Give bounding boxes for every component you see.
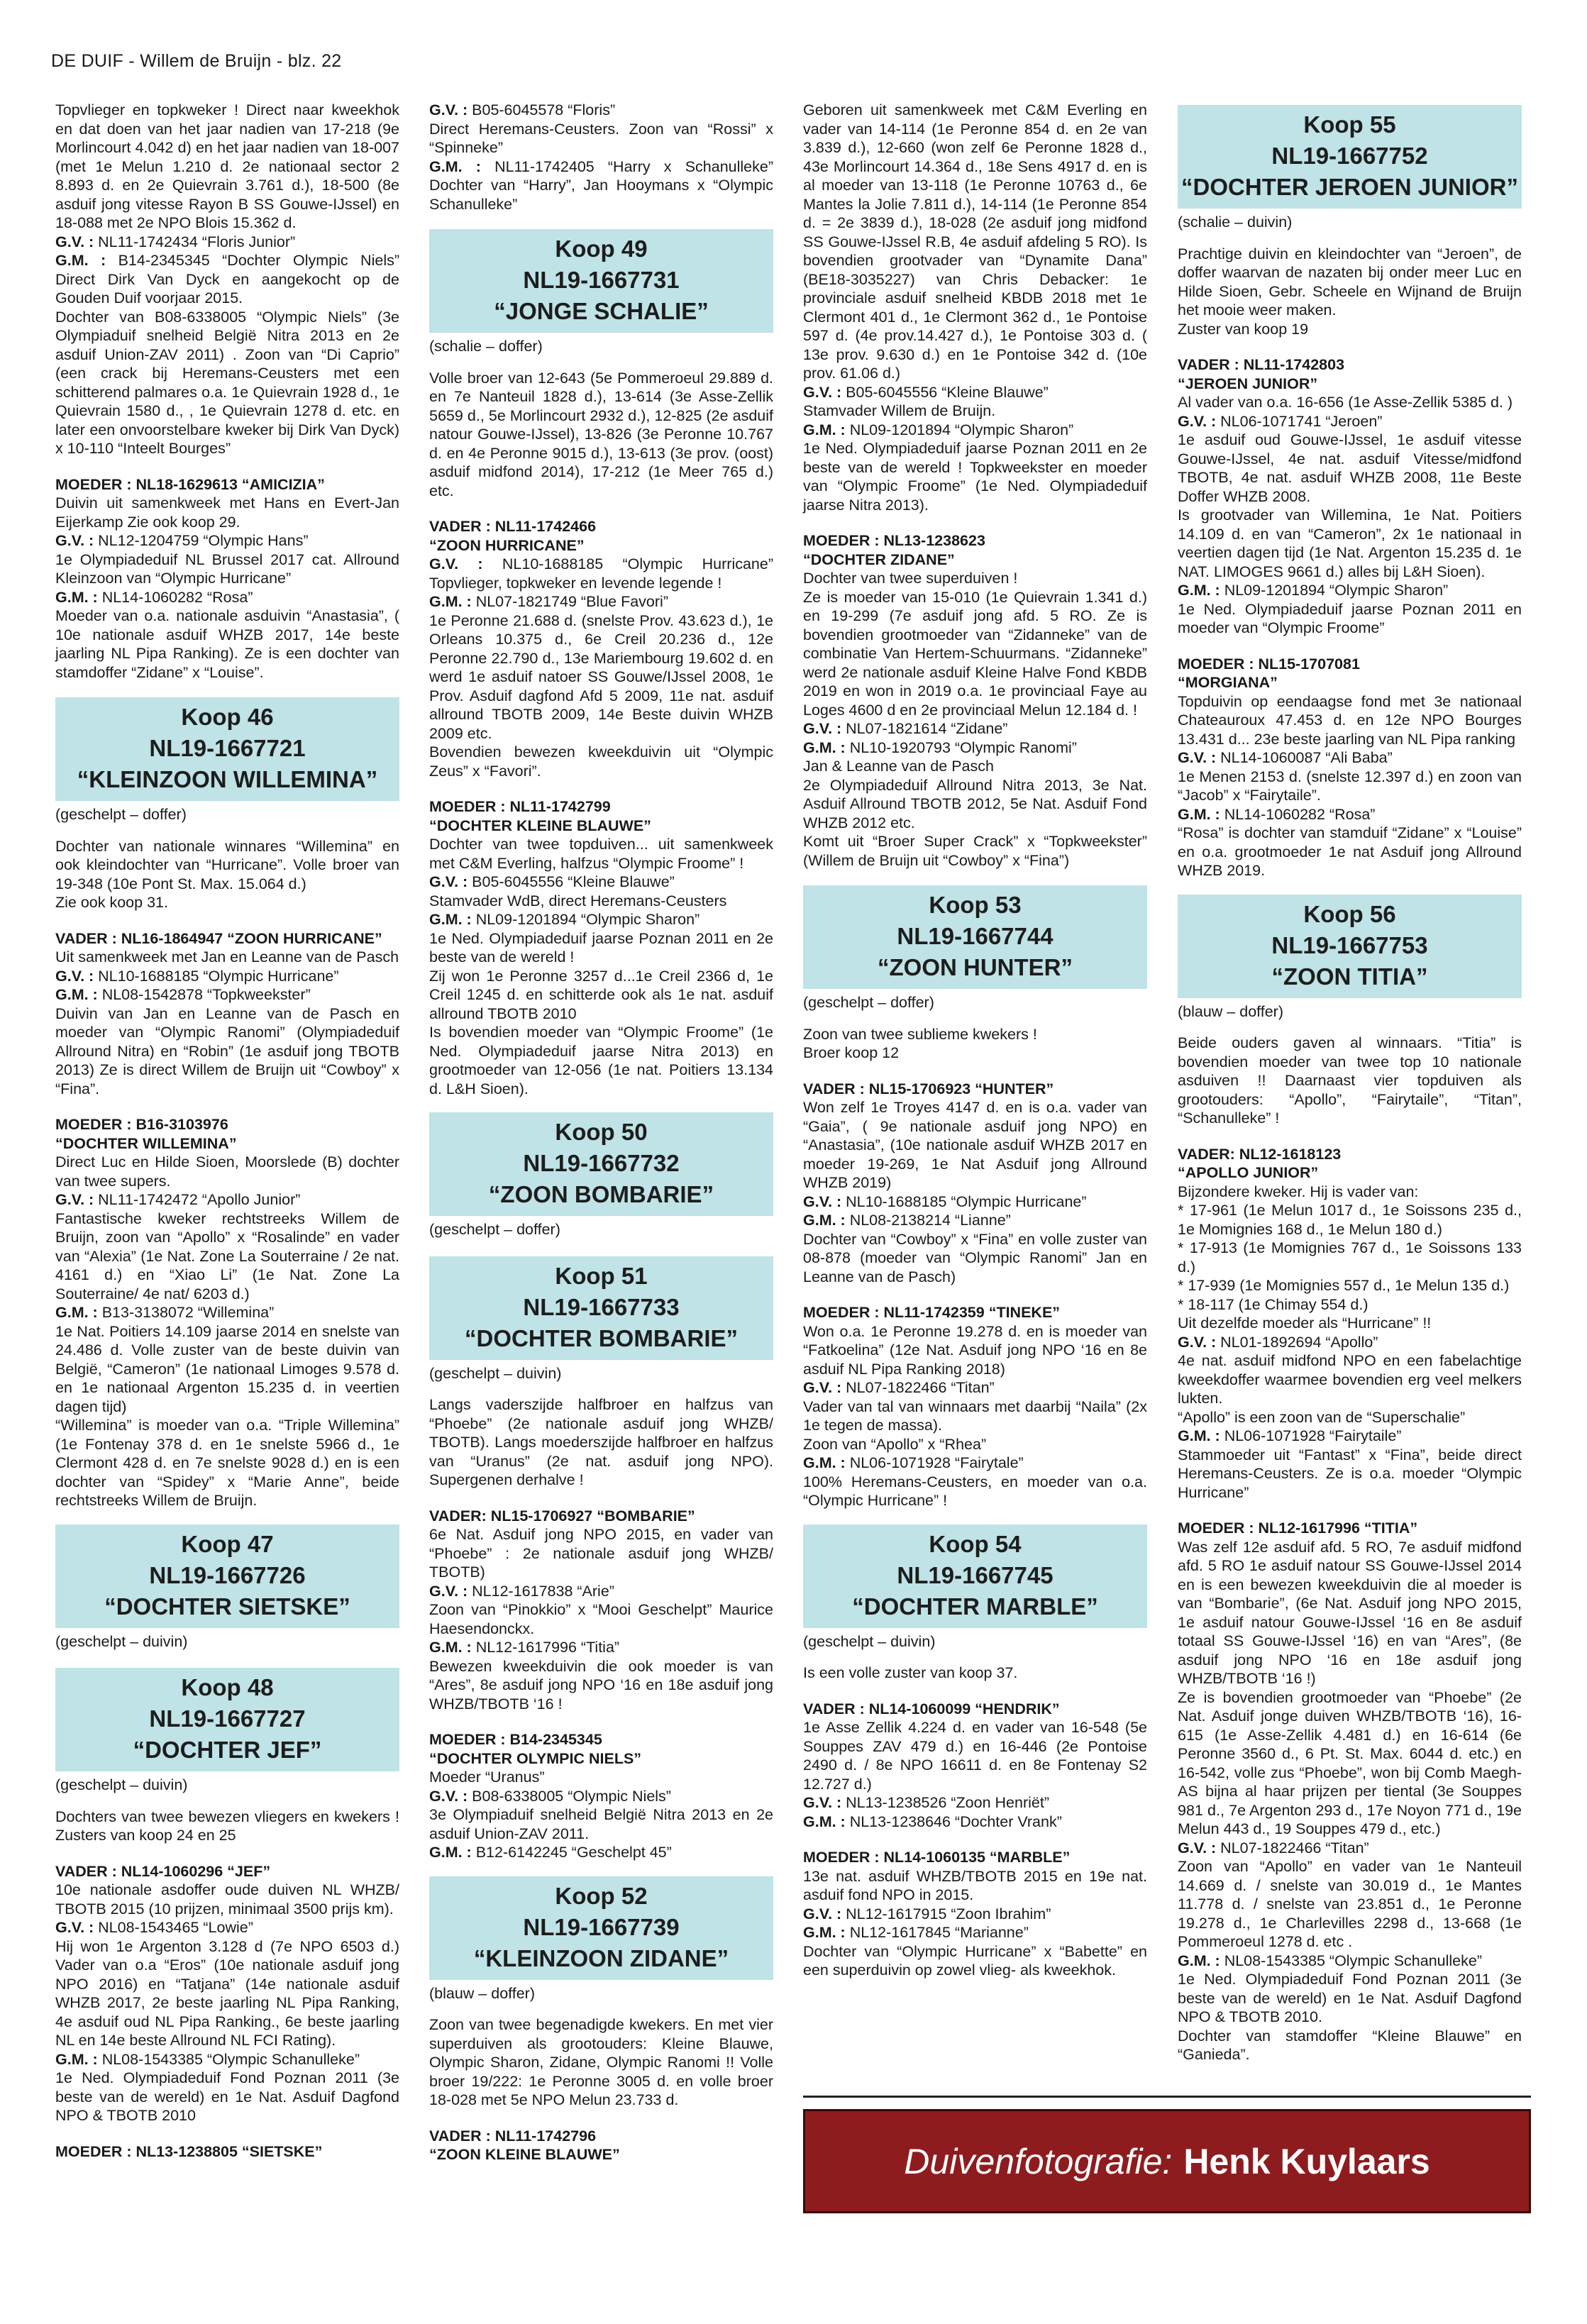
pedigree-label: MOEDER : NL18-1629613 “AMICIZIA” [55, 475, 325, 493]
text-paragraph: 1e Nat. Poitiers 14.109 jaarse 2014 en snelste van 24.486 d. Volle zuster van de beste duivin van België, “Cameron” (1e nationaal Limoges 9.578 d. en 1e nationaal Argenton 15.235 d. in veertien dagen tijd) [55, 1322, 399, 1415]
koop-color-sex: (blauw – doffer) [429, 1984, 535, 2002]
column-4 [1178, 101, 1522, 2074]
koop-num: Koop 46 [181, 704, 274, 730]
text-paragraph: Bovendien bewezen kweekduivin uit “Olympic Zeus” x “Favori”. [429, 743, 773, 780]
koop-color-sex: (geschelpt – duivin) [55, 1776, 188, 1793]
pedigree-label: VADER: NL12-1618123 [1178, 1145, 1342, 1163]
text-paragraph: G.M. : NL12-1617996 “Titia” [429, 1639, 620, 1656]
text-paragraph: G.M. : NL06-1071928 “Fairytale” [803, 1454, 1024, 1471]
text-paragraph: Zie ook koop 31. [55, 894, 168, 911]
koop-ring: NL19-1667732 [523, 1150, 680, 1176]
pedigree-label: VADER : NL16-1864947 “ZOON HURRICANE” [55, 929, 382, 947]
text-paragraph: Topduivin op eendaagse fond met 3e nationaal Chateauroux 47.453 d. en 12e NPO Bourges 13.431 d... 23e beste jaarling van NL Pipa ranking [1178, 692, 1522, 748]
text-paragraph: Vader van tal van winnaars met daarbij “Naila” (2x 1e tegen de massa). [803, 1398, 1147, 1434]
text-paragraph: Won zelf 1e Troyes 4147 d. en is o.a. vader van “Gaia”, ( 9e nationale asduif jong NPO) en “Anastasia”, (10e nationale asduif WHZB 2017 en moeder 19-269, 1e Nat Asduif jong Allround WHZB 2019) [803, 1099, 1147, 1191]
text-paragraph [803, 1700, 1147, 1719]
koop-name: “DOCHTER SIETSKE” [104, 1593, 350, 1620]
text-paragraph: Zoon van “Apollo” x “Rhea” [803, 1435, 987, 1453]
koop-name: “JONGE SCHALIE” [494, 298, 709, 324]
text-paragraph: “JEROEN JUNIOR” [1178, 375, 1318, 392]
text-paragraph: 1e Ned. Olympiadeduif jaarse Poznan 2011 en 2e beste van de wereld ! [429, 929, 773, 965]
text-paragraph [803, 1303, 1147, 1322]
text-paragraph [429, 1507, 773, 1526]
text-paragraph: Uit dezelfde moeder als “Hurricane” !! [1178, 1315, 1432, 1332]
text-paragraph: Is grootvader van Willemina, 1e Nat. Poitiers 14.109 d. en van “Cameron”, 2x 1e nationaal in veertien dagen tijd (1e Nat. Argenton 15.235 d. 1e NAT. LIMOGES 9661 d.) alles bij L&H Sioen). [1178, 507, 1522, 580]
text-paragraph [55, 929, 399, 948]
koop-num: Koop 47 [181, 1530, 274, 1557]
text-paragraph [429, 517, 773, 536]
text-paragraph: Duivin uit samenkweek met Hans en Evert-Jan Eijerkamp Zie ook koop 29. [55, 494, 399, 531]
text-paragraph: Bijzondere kweker. Hij is vader van: [1178, 1183, 1419, 1200]
text-paragraph [803, 1080, 1147, 1099]
text-paragraph: Direct Luc en Hilde Sioen, Moorslede (B) dochter van twee supers. [55, 1153, 399, 1190]
pedigree-label: G.M. : [55, 986, 98, 1003]
text-paragraph: G.M. : NL08-1542878 “Topkweekster” [55, 986, 311, 1003]
text-paragraph: Ze is moeder van 15-010 (1e Quievrain 1.341 d.) en 19-299 (7e asduif jong afd. 5 RO. Ze is bovendien grootmoeder van “Zidanneke” van de combinatie Van Hertem-Schuurmans. “Zidanneke” werd 2e nationale asduif Kleine Halve Fond KBDB 2019 en won in 2019 o.a. 1e provinciaal Faye au Loges 4600 d en 2e provinciaal Melun 12.184 d. ! [803, 588, 1147, 719]
koop-num: Koop 56 [1303, 900, 1396, 927]
text-paragraph: G.V. : NL10-1688185 “Olympic Hurricane” Topvlieger, topkweker en levende legende ! [429, 555, 774, 592]
pedigree-label: G.V. : [803, 1193, 842, 1210]
text-paragraph: Moeder “Uranus” [429, 1769, 545, 1786]
text-paragraph: G.M. : NL08-1543385 “Olympic Schanulleke” [1178, 1952, 1482, 1969]
pedigree-label: G.M. : [429, 911, 472, 928]
text-paragraph: G.V. : NL12-1617838 “Arie” [429, 1582, 614, 1600]
text-paragraph: 3e Olympiaduif snelheid België Nitra 2013 en 2e asduif Union-ZAV 2011. [429, 1806, 773, 1842]
koop51-body [429, 1395, 773, 1862]
text-paragraph: Moeder van o.a. nationale asduivin “Anastasia”, ( 10e nationale asduif WHZB 2017, 14e beste jaarling NL Pipa Ranking). Ze is een dochter van stamdoffer “Zidane” x “Louise”. [55, 607, 399, 681]
text-paragraph: “MORGIANA” [1178, 674, 1278, 691]
text-paragraph: 1e Olympiadeduif NL Brussel 2017 cat. Allround Kleinzoon van “Olympic Hurricane” [55, 550, 399, 587]
koop54-header [803, 1525, 1147, 1628]
koop51-header [429, 1256, 773, 1360]
text-paragraph [429, 2127, 773, 2146]
text-paragraph: 1e Peronne 21.688 d. (snelste Prov. 43.623 d.), 1e Orleans 10.375 d., 6e Creil 20.236 d., 12e Peronne 22.790 d., 13e Mariembourg 19.602 d. en werd 1e asduif natoer SS Gouwe/IJssel 2008, 1e Prov. Asduif dagfond Afd 5 2009, 11e nat. asduif allround TBOTB 2009, 14e Beste duivin WHZB 2009 etc. [429, 612, 773, 742]
koop-name: “DOCHTER BOMBARIE” [465, 1324, 738, 1351]
koop-ring: NL19-1667726 [149, 1561, 306, 1588]
koop-color-sex: (geschelpt – duivin) [803, 1632, 936, 1650]
koop-ring: NL19-1667752 [1271, 143, 1428, 169]
text-paragraph: G.M. : B13-3138072 “Willemina” [55, 1304, 275, 1321]
pedigree-label: G.M. : [803, 1813, 846, 1830]
koop-ring: NL19-1667739 [523, 1913, 680, 1940]
text-paragraph: * 17-939 (1e Momignies 557 d., 1e Melun 135 d.) [1178, 1277, 1510, 1294]
text-paragraph: Dochters van twee bewezen vliegers en kwekers ! Zusters van koop 24 en 25 [55, 1808, 399, 1844]
text-paragraph: Was zelf 12e asduif afd. 5 RO, 7e asduif midfond afd. 5 RO 1e asduif natour SS Gouwe-IJssel 2014 en is een bewezen kweekduivin die al moeder is van “Bombarie”, (6e Nat. Asduif jong NPO 2015, 1e asduif natour Gouwe-IJssel ‘16 en 8e asduif totaal SS Gouwe-IJssel ‘16) en van “Ares”, (8e asduif jong NPO ‘16 en 18e asduif jong WHZB/TBOTB ‘16 !) [1178, 1538, 1522, 1687]
koop48-body [55, 1808, 399, 2162]
koop-color-sex: (blauw – doffer) [1178, 1002, 1283, 1020]
text-paragraph: Fantastische kweker rechtstreeks Willem de Bruijn, zoon van “Apollo” x “Rosalinde” en vader van “Alexia” (1e Nat. Zone La Souterraine / 2e nat. 4161 d.) en “Xiao Li” (1e Nat. Zone La Souterraine/ 4e nat/ 6203 d.) [55, 1210, 399, 1302]
pedigree-label: MOEDER : NL11-1742359 “TINEKE” [803, 1304, 1061, 1321]
koop-ring: NL19-1667753 [1271, 931, 1428, 958]
text-paragraph: Direct Heremans-Ceusters. Zoon van “Rossi” x “Spinneke” [429, 120, 773, 156]
text-paragraph: G.M. : NL08-1543385 “Olympic Schanulleke” [55, 2050, 360, 2068]
text-paragraph: “APOLLO JUNIOR” [1178, 1164, 1319, 1181]
text-paragraph: Stamvader WdB, direct Heremans-Ceusters [429, 892, 727, 909]
text-paragraph: Al vader van o.a. 16-656 (1e Asse-Zellik 5385 d. ) [1178, 394, 1513, 411]
text-paragraph: “DOCHTER ZIDANE” [803, 550, 955, 568]
text-paragraph: G.V. : NL12-1617915 “Zoon Ibrahim” [803, 1905, 1051, 1922]
text-paragraph [803, 531, 1147, 550]
koop52-header [429, 1876, 773, 1980]
pedigree-label: MOEDER : NL13-1238623 [803, 532, 985, 549]
text-paragraph [55, 475, 399, 494]
text-paragraph [1178, 1519, 1522, 1538]
pedigree-label: G.M. : [55, 252, 106, 269]
koop-name: “KLEINZOON WILLEMINA” [77, 766, 378, 792]
text-paragraph: 2e Olympiadeduif Allround Nitra 2013, 3e Nat. Asduif Allround TBOTB 2012, 5e Nat. Asduif Fond WHZB 2012 etc. [803, 776, 1147, 831]
text-paragraph: Langs vaderszijde halfbroer en halfzus van “Phoebe” (2e nationale asduif jong WHZB/ TBOTB). Langs moederszijde halfbroer en halfzus van “Uranus” (2e nat. asduif jong NPO). Supergenen derhalve ! [429, 1396, 773, 1488]
text-paragraph: 13e nat. asduif WHZB/TBOTB 2015 en 19e nat. asduif fond NPO in 2015. [803, 1867, 1147, 1903]
pedigree-label: G.M. : [1178, 1952, 1220, 1969]
pedigree-label: G.M. : [803, 1454, 846, 1471]
koop-name: “KLEINZOON ZIDANE” [473, 1944, 729, 1971]
pedigree-label: G.V. : [55, 1191, 94, 1208]
pedigree-label: G.V. : [429, 1582, 468, 1600]
text-paragraph [1178, 355, 1522, 375]
text-paragraph: Is een volle zuster van koop 37. [803, 1664, 1018, 1681]
pedigree-label: G.V. : [1178, 1333, 1217, 1351]
text-paragraph: G.M. : NL09-1201894 “Olympic Sharon” [803, 421, 1074, 438]
koop56-body [1178, 1034, 1522, 2064]
pedigree-label: G.M. : [429, 593, 472, 610]
text-paragraph: 1e Asse Zellik 4.224 d. en vader van 16-548 (5e Souppes ZAV 479 d.) en 16-446 (2e Pontoise 2490 d. / 8e NPO 16611 d. en 8e Fontenay S2 12.727 d.) [803, 1719, 1147, 1793]
pedigree-label: G.V. : [803, 1905, 842, 1922]
text-paragraph: “Willemina” is moeder van o.a. “Triple Willemina” (1e Fontenay 378 d. en 1e snelste 5966 d., 1e Clermont 428 d. en 7e snelste 9028 d.) en is een dochter van “Spidey” x “Marie Anne”, beide rechtstreeks Willem de Bruijn. [55, 1417, 399, 1509]
koop-ring: NL19-1667721 [149, 735, 306, 761]
text-paragraph: 1e asduif oud Gouwe-IJssel, 1e asduif vitesse Gouwe-IJssel, 4e nat. asduif Vitesse/midfond TBOTB, 4e nat. asduif WHZB 2008, 11e Beste Doffer WHZB 2008. [1178, 431, 1522, 505]
text-paragraph [1178, 1145, 1522, 1164]
text-paragraph: Geboren uit samenkweek met C&M Everling en vader van 14-114 (1e Peronne 854 d. en 2e van 3.839 d.), 12-660 (won zelf 6e Peronne 1828 d., 43e Morlincourt 14.364 d., 18e Sens 4917 d. en is al moeder van 13-118 (1e Peronne 10763 d., 6e Mantes la Jolie 7.811 d.), 14-114 (1e Peronne 854 d. = 2e 3839 d.), 18-028 (2e asduif jong midfond SS Gouwe-IJssel R.B, 4e asduif afdeling 5 RO). Is bovendien grootvader van “Dynamite Dana” (BE18-3035227) van Chris Debacker: 1e provinciale asduif snelheid KBDB 2018 met 1e Clermont 401 d., 1e Clermont 362 d., 1e Pontoise 597 d. (4e prov.14.427 d.), 1e Pontoise 303 d. ( 13e prov. 9.630 d.) en 1e Pontoise 342 d. (10e prov. 61.06 d.) [803, 101, 1147, 382]
koop47-header [55, 1525, 399, 1628]
text-paragraph: G.M. : B14-2345345 “Dochter Olympic Niels” Direct Dirk Van Dyck en aangekocht op de Gouden Duif voorjaar 2015. [55, 252, 399, 306]
koop46-body [55, 837, 399, 1510]
text-paragraph: Is bovendien moeder van “Olympic Froome” (1e Ned. Olympiadeduif jaarse Nitra 2013) en grootmoeder van 12-056 (1e nat. Poitiers 13.134 d. L&H Sioen). [429, 1024, 773, 1097]
text-paragraph: Komt uit “Broer Super Crack” x “Topkweekster” (Willem de Bruijn uit “Cowboy” x “Fina”) [803, 833, 1147, 869]
pedigree-label: MOEDER : NL12-1617996 “TITIA” [1178, 1520, 1418, 1537]
koop-name: “ZOON HUNTER” [878, 954, 1073, 980]
text-paragraph: Stammoeder uit “Fantast” x “Fina”, beide direct Heremans-Ceusters. Ze is o.a. moeder “Olympic Hurricane” [1178, 1446, 1522, 1501]
text-paragraph: Prachtige duivin en kleindochter van “Jeroen”, de doffer waarvan de nazaten bij onder meer Luc en Hilde Sioen, Gebr. Scheele en Wijnand de Bruijn het mooie weer maken. [1178, 245, 1522, 319]
pedigree-label: VADER : NL14-1060296 “JEF” [55, 1862, 271, 1880]
koop-name: “ZOON TITIA” [1271, 963, 1428, 990]
pedigree-label: MOEDER : NL11-1742799 [429, 798, 611, 815]
text-paragraph: “DOCHTER KLEINE BLAUWE” [429, 817, 651, 834]
koop49-body [429, 369, 773, 1099]
text-paragraph: Bewezen kweekduivin die ook moeder is van “Ares”, 8e asduif jong NPO ‘16 en 18e asduif jong WHZB/TBOTB ‘16 ! [429, 1657, 773, 1712]
text-paragraph: 1e Ned. Olympiadeduif Fond Poznan 2011 (3e beste van de wereld) en 1e Nat. Asduif Dagfond NPO & TBOTB 2010 [55, 2069, 399, 2124]
text-paragraph: 1e Ned. Olympiadeduif jaarse Poznan 2011 en 2e beste van de wereld ! Topkweekster en moeder van “Olympic Froome” (1e Ned. Olympiadeduif jaarse Nitra 2013). [803, 440, 1147, 514]
text-paragraph: G.M. : NL08-2138214 “Lianne” [803, 1212, 1011, 1229]
column-1 [55, 101, 399, 2171]
pedigree-label: G.M. : [803, 1924, 846, 1941]
koop-color-sex: (geschelpt – duivin) [429, 1364, 562, 1382]
text-paragraph: G.V. : NL11-1742472 “Apollo Junior” [55, 1191, 301, 1208]
pedigree-label: G.M. : [803, 1212, 846, 1229]
text-paragraph: Dochter van stamdoffer “Kleine Blauwe” en “Ganieda”. [1178, 2027, 1522, 2063]
text-paragraph: “Apollo” is een zoon van de “Superschalie” [1178, 1408, 1466, 1426]
pedigree-label: G.V. : [803, 1379, 842, 1396]
text-paragraph: G.V. : NL06-1071741 “Jeroen” [1178, 412, 1383, 430]
ad-light-text: Duivenfotografie: [904, 2141, 1173, 2181]
pedigree-label: VADER : NL11-1742796 [429, 2127, 597, 2145]
text-paragraph: G.M. : NL13-1238646 “Dochter Vrank” [803, 1813, 1062, 1830]
pedigree-label: G.V. : [1178, 412, 1217, 430]
text-paragraph: 10e nationale asdoffer oude duiven NL WHZB/ TBOTB 2015 (10 prijzen, minimaal 3500 prijs km). [55, 1881, 399, 1918]
koop-num: Koop 48 [181, 1674, 274, 1700]
pedigree-label: G.V. : [55, 233, 94, 250]
text-paragraph: “DOCHTER WILLEMINA” [55, 1134, 237, 1152]
text-paragraph: Jan & Leanne van de Pasch [803, 758, 994, 775]
text-paragraph: G.V. : NL11-1742434 “Floris Junior” [55, 233, 296, 250]
pedigree-label: G.V. : [803, 1794, 842, 1811]
text-paragraph: 1e Ned. Olympiadeduif Fond Poznan 2011 (3e beste van de wereld) en 1e Nat. Asduif Dagfond NPO & TBOTB 2010. [1178, 1971, 1522, 2025]
pedigree-label: G.M. : [1178, 582, 1220, 599]
photographer-ad [803, 2109, 1531, 2213]
pedigree-label: VADER: NL15-1706927 “BOMBARIE” [429, 1507, 695, 1525]
koop-ring: NL19-1667733 [523, 1293, 680, 1320]
text-paragraph: Stamvader Willem de Bruijn. [803, 402, 996, 419]
koop-color-sex: (geschelpt – doffer) [55, 806, 187, 823]
koop-num: Koop 55 [1303, 111, 1396, 138]
pedigree-label: G.M. : [55, 1304, 98, 1321]
text-paragraph: G.M. : NL09-1201894 “Olympic Sharon” [1178, 582, 1449, 599]
koop54-body [803, 1664, 1147, 1980]
text-paragraph: * 17-913 (1e Momignies 767 d., 1e Soissons 133 d.) [1178, 1239, 1522, 1276]
koop-color-sex: (geschelpt – duivin) [55, 1632, 188, 1650]
text-paragraph: “DOCHTER OLYMPIC NIELS” [429, 1749, 642, 1767]
text-paragraph: G.M. : NL14-1060282 “Rosa” [55, 588, 253, 606]
koop53-header [803, 885, 1147, 989]
text-paragraph: G.V. : NL08-1543465 “Lowie” [55, 1919, 253, 1936]
pedigree-label: VADER : NL14-1060099 “HENDRIK” [803, 1700, 1060, 1717]
text-paragraph: Beide ouders gaven al winnaars. “Titia” is bovendien moeder van twee top 10 nationale asduiven !! Daarnaast vier topduiven als grootouders: “Apollo”, “Fairytaile”, “Titan”, “Schanulleke” ! [1178, 1034, 1522, 1127]
koop-num: Koop 50 [555, 1119, 648, 1145]
text-paragraph: Hij won 1e Argenton 3.128 d (7e NPO 6503 d.) Vader van o.a “Eros” (10e nationale asduif jong NPO 2016) en “Tatjana” (14e nationale asduif WHZB 2017, 2e beste jaarling NL Pipa Ranking, 4e asduif oud NL Pipa Ranking., 6e beste jaarling NL en 14e beste Allround NL FCI Rating). [55, 1937, 399, 2049]
text-paragraph: G.V. : NL12-1204759 “Olympic Hans” [55, 532, 309, 549]
koop-color-sex: (schalie – duivin) [1178, 214, 1293, 231]
text-paragraph [1178, 655, 1522, 674]
text-paragraph: Zoon van “Apollo” en vader van 1e Nanteuil 14.669 d. / snelste van 30.019 d., 1e Mantes 11.778 d. / snelste van 23.851 d., 1e Peronne 19.278 d., 1e Charlevilles 2298 d., 13-668 (1e Pommeroeul 1278 d. etc . [1178, 1858, 1522, 1950]
text-paragraph: Dochter van “Cowboy” x “Fina” en volle zuster van 08-878 (moeder van “Olympic Ranomi” Jan en Leanne van de Pasch) [803, 1230, 1147, 1285]
pedigree-label: G.V. : [1178, 1839, 1217, 1857]
text-paragraph: G.M. : NL10-1920793 “Olympic Ranomi” [803, 738, 1077, 756]
koop56-header [1178, 895, 1522, 998]
pedigree-label: VADER : NL11-1742803 [1178, 356, 1345, 373]
koop46-header [55, 697, 399, 801]
pedigree-label: G.V. : [803, 720, 842, 737]
koop55-body [1178, 245, 1522, 880]
text-paragraph: Uit samenkweek met Jan en Leanne van de Pasch [55, 948, 399, 965]
pedigree-label: G.V. : [429, 101, 468, 118]
text-paragraph [429, 797, 773, 817]
text-paragraph: G.M. : NL12-1617845 “Marianne” [803, 1924, 1029, 1941]
pedigree-label: G.V. : [803, 383, 842, 401]
koop-num: Koop 49 [555, 236, 648, 262]
pedigree-label: G.M. : [1178, 1427, 1220, 1444]
koop48-header [55, 1668, 399, 1771]
pedigree-label: G.V. : [55, 1919, 94, 1936]
pedigree-label: VADER : NL15-1706923 “HUNTER” [803, 1080, 1054, 1097]
koop49-header [429, 229, 773, 333]
pedigree-label: G.V. : [55, 532, 94, 549]
text-paragraph: Zoon van twee sublieme kwekers ! [803, 1025, 1037, 1043]
text-paragraph: “ZOON KLEINE BLAUWE” [429, 2146, 620, 2163]
pedigree-label: G.V. : [429, 1787, 468, 1805]
text-paragraph: G.V. : NL01-1892694 “Apollo” [1178, 1333, 1378, 1351]
text-paragraph: G.V. : NL14-1060087 “Ali Baba” [1178, 749, 1393, 766]
pedigree-label: MOEDER : NL14-1060135 “MARBLE” [803, 1849, 1071, 1866]
text-paragraph: Topvlieger en topkweker ! Direct naar kweekhok en dat doen van het jaar nadien van 17-218 (9e Morlincourt 4.042 d) en het jaar nadien van 18-007 (met 1e Melun 1.210 d. 2e nationaal sector 2 8.893 d. en 2e Quievrain 3.761 d.), 18-500 (8e asduif jong vitesse Rayon B SS Gouwe-IJssel) en 18-088 met 2e NPO Blois 15.362 d. [55, 101, 399, 231]
ad-bold-text: Henk Kuylaars [1183, 2141, 1430, 2181]
koop-color-sex: (schalie – doffer) [429, 338, 543, 355]
text-paragraph: 100% Heremans-Ceusters, en moeder van o.a. “Olympic Hurricane” ! [803, 1473, 1147, 1509]
text-paragraph: G.V. : B05-6045556 “Kleine Blauwe” [429, 873, 675, 890]
text-paragraph: G.M. : NL09-1201894 “Olympic Sharon” [429, 911, 700, 928]
text-paragraph: Broer koop 12 [803, 1044, 900, 1061]
text-paragraph: Won o.a. 1e Peronne 19.278 d. en is moeder van “Fatkoelina” (12e Nat. Asduif jong NPO ‘16 en 8e asduif NL Pipa Ranking 2018) [803, 1322, 1147, 1378]
text-paragraph: 4e nat. asduif midfond NPO en een fabelachtige kweekdoffer waarmee bovendien erg veel melkers lukten. [1178, 1352, 1522, 1407]
pedigree-label: G.M. : [803, 738, 846, 756]
text-paragraph: G.M. : NL11-1742405 “Harry x Schanulleke” Dochter van “Harry”, Jan Hooymans x “Olympic Schanulleke” [429, 157, 773, 213]
koop-name: “ZOON BOMBARIE” [488, 1181, 714, 1207]
koop-color-sex: (geschelpt – doffer) [803, 994, 934, 1011]
text-paragraph: Zoon van twee begenadigde kwekers. En met vier superduiven als grootouders: Kleine Blauwe, Olympic Sharon, Zidane, Olympic Ranomi !! Volle broer 19/222: 1e Peronne 3005 d. en volle broer 18-028 met 5e NPO Melun 23.733 d. [429, 2016, 773, 2108]
text-paragraph [55, 1115, 399, 1134]
pedigree-label: G.M. : [429, 157, 481, 175]
text-paragraph: Dochter van twee superduiven ! [803, 570, 1018, 587]
footer-divider [803, 2096, 1531, 2098]
page-header: DE DUIF - Willem de Bruijn - blz. 22 [51, 51, 342, 71]
pedigree-label: G.M. : [429, 1844, 472, 1861]
pedigree-label: MOEDER : B14-2345345 [429, 1731, 602, 1748]
text-paragraph: G.V. : NL07-1821614 “Zidane” [803, 720, 1008, 737]
koop-ring: NL19-1667744 [897, 923, 1054, 949]
koop-num: Koop 51 [555, 1262, 648, 1289]
text-paragraph [803, 1848, 1147, 1867]
koop-ring: NL19-1667731 [523, 267, 680, 293]
text-paragraph: G.V. : NL07-1822466 “Titan” [1178, 1839, 1369, 1857]
text-paragraph: G.V. : NL10-1688185 “Olympic Hurricane” [803, 1193, 1087, 1210]
text-paragraph: G.M. : NL14-1060282 “Rosa” [1178, 805, 1376, 823]
text-paragraph: Zuster van koop 19 [1178, 320, 1309, 338]
column-3 [803, 101, 1147, 1990]
koop50-header [429, 1112, 773, 1216]
koop-ring: NL19-1667727 [149, 1705, 306, 1732]
column-2 [429, 101, 773, 2174]
text-paragraph: G.V. : NL07-1822466 “Titan” [803, 1379, 995, 1396]
text-paragraph: Dochter van “Olympic Hurricane” x “Babette” en een superduivin op zowel vlieg- als kweekhok. [803, 1942, 1147, 1979]
pedigree-label: G.M. : [803, 421, 846, 438]
text-paragraph [55, 1862, 399, 1881]
text-paragraph: Zij won 1e Peronne 3257 d...1e Creil 2366 d, 1e Creil 1245 d. en schitterde ook als 1e nat. asduif allround TBOTB 2010 [429, 967, 773, 1022]
pedigree-label: VADER : NL11-1742466 [429, 518, 597, 535]
koop52-body [429, 2015, 773, 2164]
koop53-body [803, 1025, 1147, 1510]
pedigree-label: G.V. : [429, 555, 483, 572]
text-paragraph [429, 1730, 773, 1749]
koop55-header [1178, 105, 1522, 209]
text-paragraph: Dochter van twee topduiven... uit samenkweek met C&M Everling, halfzus “Olympic Froome” ! [429, 836, 773, 872]
koop-name: “DOCHTER JEF” [133, 1737, 322, 1763]
pedigree-label: G.M. : [55, 2050, 98, 2068]
koop-name: “DOCHTER JEROEN JUNIOR” [1181, 174, 1518, 200]
text-paragraph: G.V. : NL13-1238526 “Zoon Henriët” [803, 1794, 1049, 1811]
pedigree-label: G.M. : [429, 1639, 472, 1656]
koop-num: Koop 52 [555, 1882, 648, 1909]
text-paragraph: Zoon van “Pinokkio” x “Mooi Geschelpt” Maurice Haesendonckx. [429, 1601, 773, 1637]
koop-num: Koop 54 [929, 1530, 1022, 1557]
text-paragraph: G.M. : NL07-1821749 “Blue Favori” [429, 593, 668, 610]
text-paragraph: G.V. : B05-6045556 “Kleine Blauwe” [803, 383, 1049, 401]
text-paragraph: Duivin van Jan en Leanne van de Pasch en moeder van “Olympic Ranomi” (Olympiadeduif Allround Nitra) en “Robin” (1e asduif jong TBOTB 2013) Ze is direct Willem de Bruijn uit “Cowboy” x “Fina”. [55, 1005, 399, 1097]
pedigree-label: G.V. : [55, 967, 94, 985]
text-paragraph: * 17-961 (1e Melun 1017 d., 1e Soissons 235 d., 1e Momignies 168 d., 1e Melun 180 d.) [1178, 1202, 1522, 1238]
pedigree-label: G.V. : [1178, 749, 1217, 766]
text-paragraph: G.M. : B12-6142245 “Geschelpt 45” [429, 1844, 672, 1861]
text-paragraph: G.M. : NL06-1071928 “Fairytaile” [1178, 1427, 1402, 1444]
text-paragraph: G.V. : NL10-1688185 “Olympic Hurricane” [55, 967, 339, 985]
text-paragraph: Ze is bovendien grootmoeder van “Phoebe” (2e Nat. Asduif jonge duiven WHZB/TBOTB ‘16), 16-615 (1e Asse-Zellik 4.481 d.) en 16-614 (6e Peronne 3560 d., 6 Pt. St. Max. 6044 d. etc.) en 16-542, volle zus “Phoebe”, won bij Comb Maegh-AS bijna al haar prijzen per tiental (3e Souppes 981 d., 7e Argenton 293 d., 17e Noyon 771 d., 19e Melun 443 d., 19 Souppes 479 d., etc.) [1178, 1688, 1522, 1837]
text-paragraph: 6e Nat. Asduif jong NPO 2015, en vader van “Phoebe” : 2e nationale asduif jong WHZB/ TBOTB) [429, 1526, 773, 1581]
koop-name: “DOCHTER MARBLE” [852, 1593, 1098, 1620]
text-paragraph: G.V. : B05-6045578 “Floris” [429, 101, 616, 118]
koop-num: Koop 53 [929, 892, 1022, 918]
koop-color-sex: (geschelpt – doffer) [429, 1221, 560, 1238]
text-paragraph [55, 2142, 399, 2162]
text-paragraph: “ZOON HURRICANE” [429, 536, 585, 554]
text-paragraph: Volle broer van 12-643 (5e Pommeroeul 29.889 d. en 7e Nanteuil 1828 d.), 13-614 (3e Asse-Zellik 5659 d., 5e Morlincourt 2932 d.), 12-825 (2e asduif natour Gouwe-IJssel), 13-826 (3e Peronne 10.767 d. en 4e Peronne 9015 d.), 13-613 (3e prov. (oost) asduif midfond 2014), 17-212 (1e Meer 765 d.) etc. [429, 369, 773, 499]
koop-ring: NL19-1667745 [897, 1561, 1054, 1588]
text-paragraph: Dochter van nationale winnares “Willemina” en ook kleindochter van “Hurricane”. Volle broer van 19-348 (10e Pont St. Max. 15.064 d.) [55, 837, 399, 892]
text-paragraph: 1e Menen 2153 d. (snelste 12.397 d.) en zoon van “Jacob” x “Fairytaile”. [1178, 768, 1522, 804]
text-paragraph: G.V. : B08-6338005 “Olympic Niels” [429, 1787, 671, 1805]
pedigree-label: G.M. : [1178, 805, 1220, 823]
pedigree-label: MOEDER : NL13-1238805 “SIETSKE” [55, 2142, 323, 2160]
text-paragraph: * 18-117 (1e Chimay 554 d.) [1178, 1295, 1368, 1313]
pedigree-label: MOEDER : NL15-1707081 [1178, 655, 1360, 673]
text-paragraph: Dochter van B08-6338005 “Olympic Niels” (3e Olympiaduif snelheid België Nitra 2013 en 2e asduif Union-ZAV 2011) . Zoon van “Di Caprio” (een crack bij Heremans-Ceusters met een schitterend palmares o.a. 1e Quievrain 1928 d., 1e Quievrain 1580 d., , 1e Quievrain 1278 d. etc. en later een onvoorstelbare kweker bij Dirk Van Dyck) x 10-110 “Inteelt Bourges” [55, 308, 399, 457]
text-paragraph: 1e Ned. Olympiadeduif jaarse Poznan 2011 en moeder van “Olympic Froome” [1178, 600, 1522, 636]
pedigree-label: MOEDER : B16-3103976 [55, 1116, 228, 1133]
text-paragraph: “Rosa” is dochter van stamduif “Zidane” x “Louise” en o.a. grootmoeder 1e nat Asduif jong Allround WHZB 2019. [1178, 824, 1522, 879]
pedigree-label: G.V. : [429, 873, 468, 890]
pedigree-label: G.M. : [55, 588, 98, 606]
